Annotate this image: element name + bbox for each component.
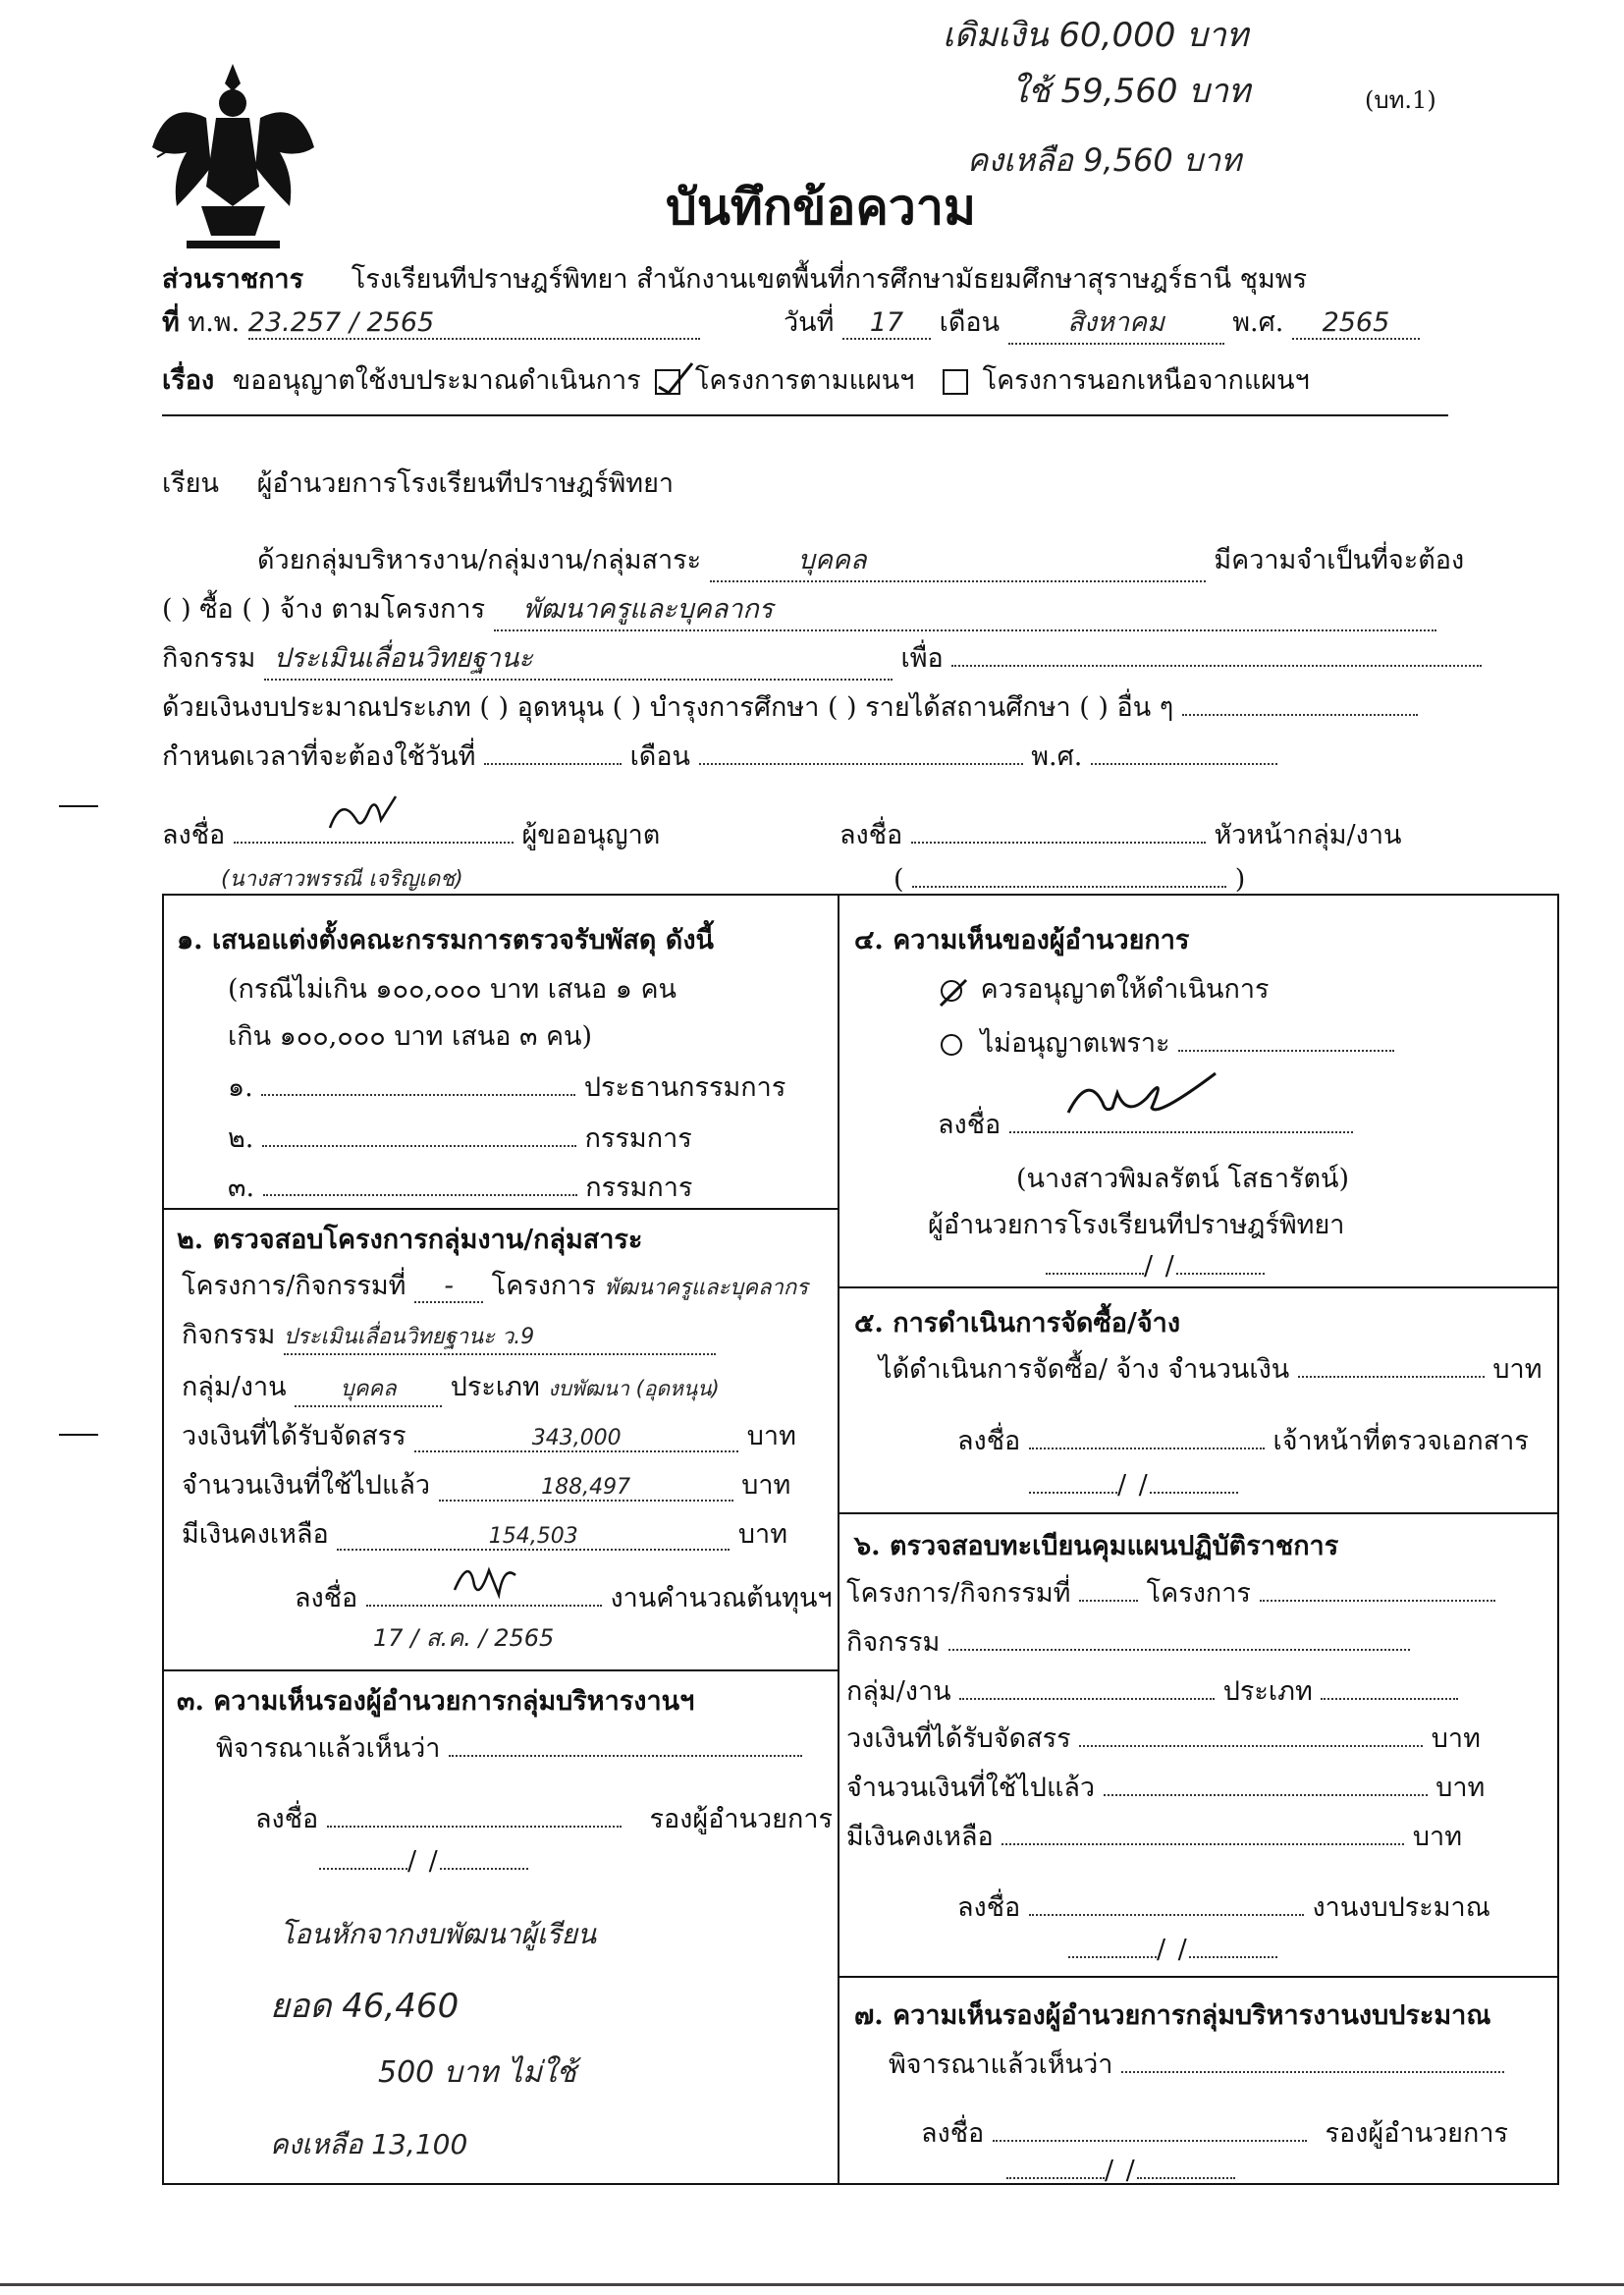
sec7-date [1006,2154,1235,2186]
sec5-heading: ๕. การดำเนินการจัดซื้อ/จ้าง [854,1308,1181,1339]
body-line-5-month: เดือน [629,741,690,772]
sec2-group-label: กลุ่ม/งาน [182,1372,287,1402]
sec2-alloc-row [182,1414,796,1456]
body-line-3-value: ประเมินเลื่อนวิทยฐานะ [264,636,893,681]
to-row [162,462,674,504]
sec6-remain-unit: บาท [1412,1822,1462,1852]
director-signature-scribble-icon [1058,1064,1225,1132]
sec4-opt2-label: ไม่อนุญาตเพราะ [980,1028,1170,1059]
garuda-emblem-icon [147,59,319,255]
subject-label: เรื่อง [162,365,215,396]
sec1-row-2 [228,1117,692,1159]
sec3-consider-label: พิจารณาแล้วเห็นว่า [216,1733,441,1764]
sec2-sec3-divider [162,1669,839,1671]
sec6-spent-row [846,1766,1485,1808]
handwritten-balance-note: คงเหลือ 13,100 [270,2128,468,2160]
sec1-row-1-blank [261,1070,575,1096]
group-head-sign-label: ลงชื่อ [839,820,903,850]
sec5-sec6-divider [838,1512,1559,1514]
sec6-project-mid: โครงการ [1146,1578,1251,1609]
grid-middle-divider [838,894,839,2185]
sec2-signature-scribble-icon [445,1556,523,1605]
sec7-date-slashes: / / [1105,2156,1137,2186]
date-month-label: เดือน [939,307,1001,338]
sec4-sign-label: ลงชื่อ [938,1110,1001,1140]
body-line-3-suffix: เพื่อ [900,643,944,674]
checkmark-icon [655,361,694,395]
reject-radio[interactable] [941,1034,962,1056]
sec1-row-1-no: ๑. [228,1072,253,1103]
sec3-sign-role: รองผู้อำนวยการ [649,1804,834,1834]
sec7-sign-role: รองผู้อำนวยการ [1325,2118,1509,2149]
sec5-amount-label: ได้ดำเนินการจัดซื้อ/ จ้าง จำนวนเงิน [879,1354,1290,1385]
sec5-date-slashes: / / [1117,1470,1150,1501]
reject-reason-blank [1178,1026,1394,1052]
sec3-sign-row [255,1797,833,1839]
sec6-alloc-row [846,1717,1481,1759]
date-day-value: 17 [842,307,931,340]
doc-date-row [784,301,1420,345]
sec6-sign-label: ลงชื่อ [957,1892,1021,1923]
group-head-name-blank [912,862,1226,888]
sec2-alloc-unit: บาท [746,1421,796,1451]
date-year-label: พ.ศ. [1232,307,1284,338]
sec2-sign-date: 17 / ส.ค. / 2565 [373,1624,555,1652]
sec1-row-3-role: กรรมการ [585,1173,693,1203]
sec7-consider-label: พิจารณาแล้วเห็นว่า [889,2049,1113,2080]
handwritten-unused-note: 500 บาท ไม่ใช้ [378,2055,576,2090]
body-line-2-value: พัฒนาครูและบุคลากร [494,587,1436,631]
sec5-signature-blank [1029,1424,1265,1449]
sec4-sign-row [938,1103,1353,1145]
requester-signature-row [162,813,660,855]
sec4-heading: ๔. ความเห็นของผู้อำนวยการ [854,925,1190,956]
date-month-value: สิงหาคม [1008,301,1224,345]
sec2-project-mid: โครงการ [491,1271,596,1301]
sec6-activity-label: กิจกรรม [846,1627,941,1658]
sec7-sign-row [921,2111,1508,2154]
due-month-blank [699,739,1023,765]
director-signature [1009,1108,1353,1133]
sec2-spent-value: 188,497 [439,1475,733,1502]
sec4-opt1-row [941,967,1270,1010]
sec2-remain-value: 154,503 [337,1524,730,1551]
sec2-group-value: บุคคล [295,1371,442,1407]
sec2-heading: ๒. ตรวจสอบโครงการกลุ่มงาน/กลุ่มสาระ [177,1225,643,1255]
requester-signature [234,818,514,844]
agency-value: โรงเรียนทีปราษฎร์พิทยา สำนักงานเขตพื้นที่การศึกษามัธยมศึกษาสุราษฎร์ธานี ชุมพร [351,264,1308,295]
sec1-heading: ๑. เสนอแต่งตั้งคณะกรรมการตรวจรับพัสดุ ดังนี้ [177,925,714,956]
sec1-row-1 [228,1066,785,1108]
sec4-date-slashes: / / [1144,1251,1176,1282]
sec4-opt1-label: ควรอนุญาตให้ดำเนินการ [980,974,1270,1005]
handwritten-note-remaining: คงเหลือ 9,560 บาท [967,141,1242,179]
sec2-sign-row [295,1576,833,1618]
sec1-row-2-no: ๒. [228,1123,254,1154]
sec6-heading: ๖. ตรวจสอบทะเบียนคุมแผนปฏิบัติราชการ [854,1531,1339,1561]
sec6-spent-label: จำนวนเงินที่ใช้ไปแล้ว [846,1773,1096,1803]
sec5-amount-row [879,1347,1543,1390]
handwritten-note-budget: เดิมเงิน 60,000 บาท [943,16,1249,55]
body-line-1-value: บุคคล [710,538,1206,582]
handwritten-note-tag: (บท.1) [1365,86,1436,114]
sec2-spent-unit: บาท [741,1470,791,1501]
sec7-sign-label: ลงชื่อ [921,2118,985,2149]
sec2-sign-role: งานคำนวณต้นทุนฯ [610,1583,833,1613]
sec5-sign-label: ลงชื่อ [957,1426,1021,1456]
purpose-blank [951,641,1482,667]
sec7-signature-blank [993,2116,1307,2142]
agency-row [162,257,1307,300]
handwritten-note-used: ใช้ 59,560 บาท [1011,72,1251,111]
sec4-opt2-row [941,1021,1394,1064]
group-head-signature-row [839,813,1401,855]
group-head-signature [911,818,1206,844]
subject-value: ขออนุญาตใช้งบประมาณดำเนินการ [232,365,641,396]
doc-number-label: ที่ [162,307,180,338]
sec2-alloc-label: วงเงินที่ได้รับจัดสรร [182,1421,406,1451]
due-year-blank [1091,739,1277,765]
agency-label: ส่วนราชการ [162,264,304,295]
sec6-project-row [846,1571,1495,1613]
out-plan-label: โครงการนอกเหนือจากแผนฯ [982,365,1310,396]
sec2-project-no: - [414,1271,483,1303]
director-role: ผู้อำนวยการโรงเรียนทีปราษฎร์พิทยา [928,1210,1345,1240]
body-line-3 [162,636,1482,681]
sec6-sign-role: งานงบประมาณ [1312,1892,1490,1923]
sec1-row-3-no: ๓. [228,1173,255,1203]
sec6-activity-row [846,1620,1410,1663]
scan-margin-mark-1 [59,805,98,807]
sec1-row-1-role: ประธานกรรมการ [583,1072,786,1103]
sec3-consider-blank [449,1731,802,1757]
body-line-3-prefix: กิจกรรม [162,643,256,674]
sec2-type-value: งบพัฒนา (อุดหนุน) [548,1377,720,1400]
sec7-heading: ๗. ความเห็นรองผู้อำนวยการกลุ่มบริหารงานงบประมาณ [854,2000,1491,2031]
sec6-sign-row [957,1885,1490,1928]
requester-signature-scribble-icon [322,791,410,840]
sec2-type-label: ประเภท [450,1372,540,1402]
doc-number-row [162,301,700,343]
in-plan-checkbox[interactable] [655,369,680,395]
doc-number-prefix: ท.พ. [188,307,241,338]
sec2-remain-row [182,1512,787,1555]
sec2-remain-label: มีเงินคงเหลือ [182,1519,329,1550]
sec1-sec2-divider [162,1208,839,1210]
sec5-date [1029,1468,1238,1501]
scan-margin-mark-2 [59,1434,98,1436]
body-line-2-prefix: ( ) ซื้อ ( ) จ้าง ตามโครงการ [162,594,486,625]
sec2-project-label: โครงการ/กิจกรรมที่ [182,1271,406,1301]
sec3-consider-row [216,1726,802,1769]
radio-slash-icon [937,976,970,1010]
sec6-signature-blank [1029,1890,1304,1916]
body-line-4-text: ด้วยเงินงบประมาณประเภท ( ) อุดหนุน ( ) บำรุงการศึกษา ( ) รายได้สถานศึกษา ( ) อื่น ๆ [162,692,1174,723]
sec2-activity-value: ประเมินเลื่อนวิทยฐานะ ว.9 [284,1319,716,1355]
requester-sign-label: ลงชื่อ [162,820,226,850]
body-line-1-prefix: ด้วยกลุ่มบริหารงาน/กลุ่มงาน/กลุ่มสาระ [257,545,702,575]
director-name: (นางสาวพิมลรัตน์ โสธารัตน์) [1016,1164,1350,1194]
sec2-activity-row [182,1313,716,1355]
sec6-remain-row [846,1815,1462,1857]
sec5-sign-row [957,1419,1529,1461]
other-type-blank [1182,690,1418,716]
header-divider [162,414,1448,416]
sec6-project-label: โครงการ/กิจกรรมที่ [846,1578,1071,1609]
sec5-sign-role: เจ้าหน้าที่ตรวจเอกสาร [1272,1426,1529,1456]
sec4-date [1046,1249,1265,1282]
sec4-sec5-divider [838,1286,1559,1288]
doc-number-value: 23.257 / 2565 [248,307,700,340]
sec2-spent-row [182,1463,790,1505]
scan-edge-mark [0,2283,1624,2286]
group-head-paren-open: ( [893,864,904,895]
sec6-spent-unit: บาท [1435,1773,1486,1803]
page-title: บันทึกข้อความ [666,178,976,236]
requester-sign-role: ผู้ขออนุญาต [521,820,661,850]
out-plan-checkbox[interactable] [943,369,968,395]
sec1-note-2: เกิน ๑๐๐,๐๐๐ บาท เสนอ ๓ คน) [228,1021,593,1052]
sec6-remain-label: มีเงินคงเหลือ [846,1822,994,1852]
body-line-2 [162,587,1436,631]
sec6-date-slashes: / / [1157,1935,1189,1965]
approve-radio[interactable] [941,980,962,1002]
body-line-5 [162,735,1277,777]
to-label: เรียน [162,468,220,499]
sec2-activity-label: กิจกรรม [182,1320,276,1350]
sec2-group-row [182,1365,744,1407]
date-year-value: 2565 [1292,307,1420,340]
sec5-amount-unit: บาท [1492,1354,1543,1385]
handwritten-total-note: ยอด 46,460 [270,1987,460,2026]
sec5-amount-blank [1298,1352,1485,1378]
body-line-1-suffix: มีความจำเป็นที่จะต้อง [1214,545,1465,575]
handwritten-transfer-note: โอนหักจากงบพัฒนาผู้เรียน [280,1918,597,1950]
sec3-date-slashes: / / [407,1846,440,1877]
sec6-date [1068,1933,1277,1965]
sec6-sec7-divider [838,1976,1559,1978]
body-line-5-year: พ.ศ. [1031,741,1083,772]
sec1-row-2-blank [262,1121,576,1147]
group-head-name-row [893,862,1245,895]
group-head-paren-close: ) [1234,864,1246,895]
body-line-1 [257,538,1464,582]
sec7-consider-row [889,2043,1504,2085]
due-day-blank [484,739,622,765]
sec6-type-label: ประเภท [1222,1676,1313,1707]
to-value: ผู้อำนวยการโรงเรียนทีปราษฎร์พิทยา [256,468,675,499]
sec2-alloc-value: 343,000 [414,1426,738,1452]
group-head-sign-role: หัวหน้ากลุ่ม/งาน [1214,820,1402,850]
sec6-alloc-unit: บาท [1431,1723,1481,1754]
sec3-sign-label: ลงชื่อ [255,1804,319,1834]
body-line-5-prefix: กำหนดเวลาที่จะต้องใช้วันที่ [162,741,476,772]
sec2-remain-unit: บาท [737,1519,787,1550]
requester-name: (นางสาวพรรณี เจริญเดช) [221,867,463,892]
sec2-project-value: พัฒนาครูและบุคลากร [604,1276,808,1300]
sec1-row-2-role: กรรมการ [584,1123,692,1154]
sec6-group-label: กลุ่ม/งาน [846,1676,951,1707]
sec2-signature [366,1581,602,1607]
sec2-spent-label: จำนวนเงินที่ใช้ไปแล้ว [182,1470,431,1501]
body-line-4 [162,685,1418,728]
date-day-label: วันที่ [784,307,835,338]
sec7-consider-blank [1121,2048,1504,2073]
sec1-row-3-blank [263,1171,577,1196]
sec1-row-3 [228,1166,692,1208]
in-plan-label: โครงการตามแผนฯ [694,365,915,396]
sec3-date [319,1844,528,1877]
sec3-signature-blank [327,1802,622,1828]
sec6-group-row [846,1669,1458,1712]
sec6-alloc-label: วงเงินที่ได้รับจัดสรร [846,1723,1071,1754]
sec2-project-row [182,1264,850,1306]
sec3-heading: ๓. ความเห็นรองผู้อำนวยการกลุ่มบริหารงานฯ [177,1686,695,1717]
subject-row [162,358,1310,401]
sec1-note-1: (กรณีไม่เกิน ๑๐๐,๐๐๐ บาท เสนอ ๑ คน [228,974,677,1005]
sec2-sign-label: ลงชื่อ [295,1583,358,1613]
